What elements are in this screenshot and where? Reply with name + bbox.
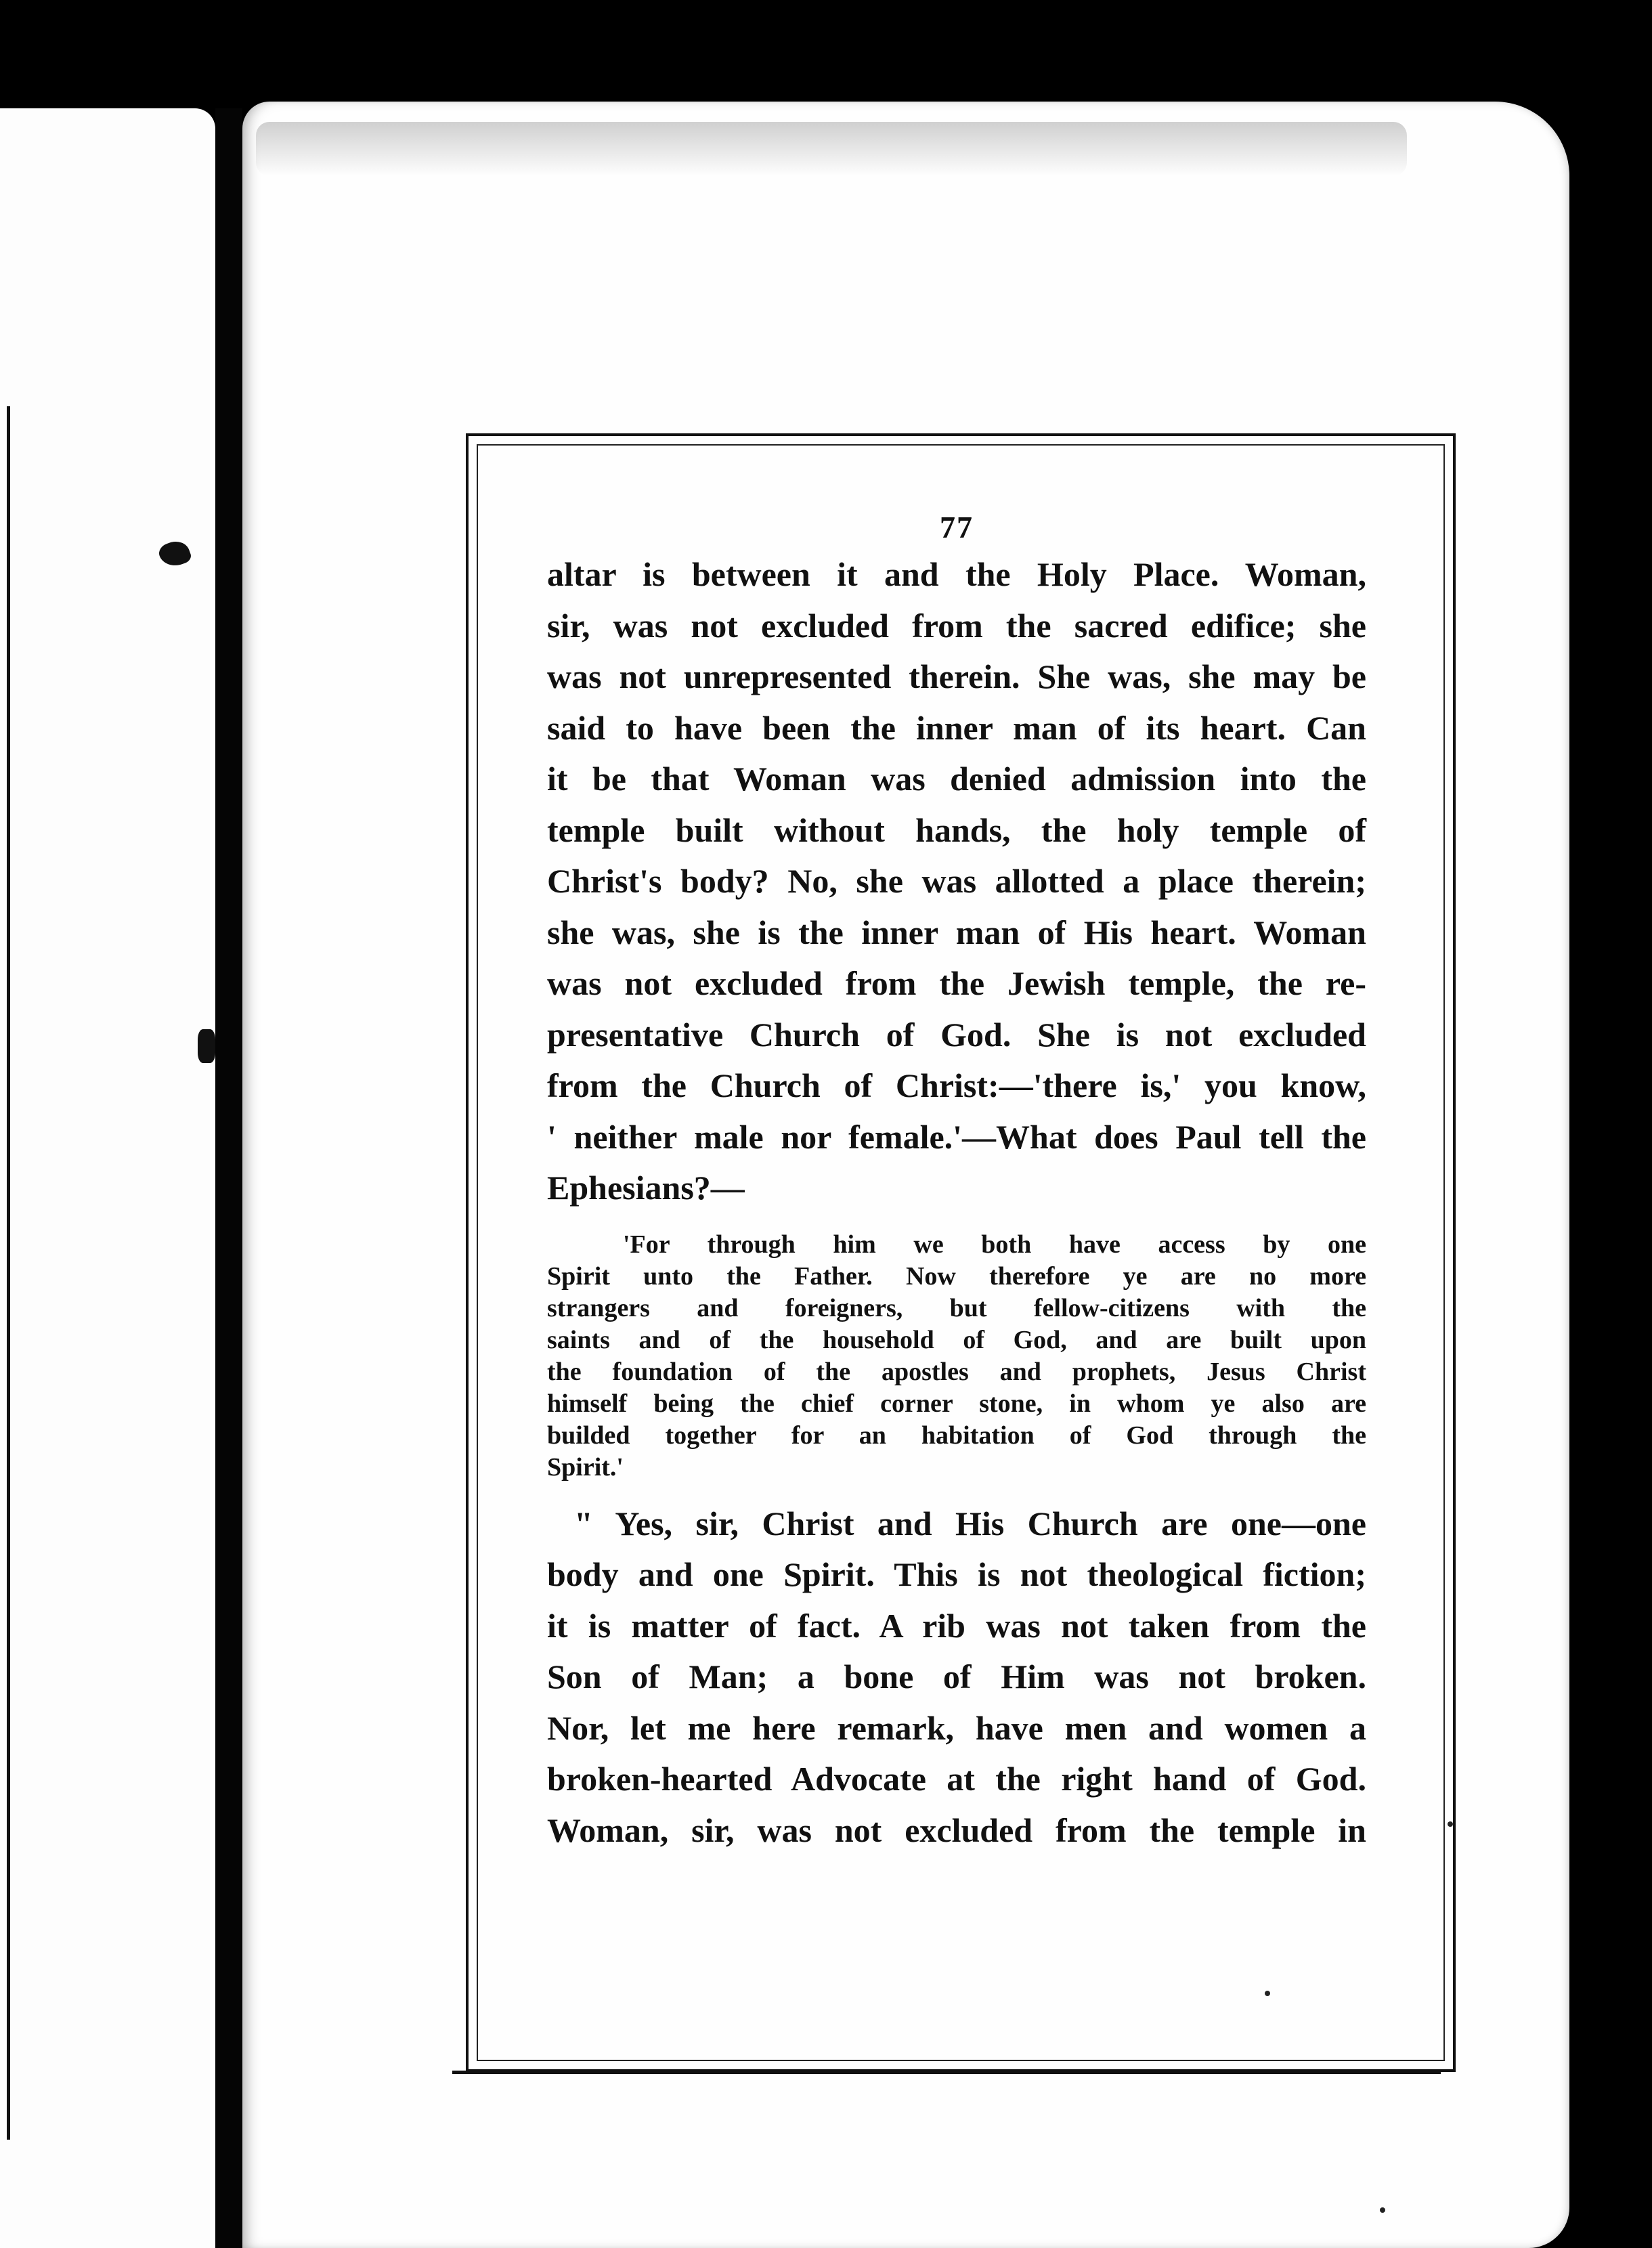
- text-line: Nor, let me here remark, have men and women a: [547, 1708, 1366, 1747]
- previous-page: [0, 108, 215, 2248]
- text-line: Ephesians?—: [547, 1169, 745, 1207]
- quote-line: Spirit unto the Father. Now therefore ye are no more: [547, 1261, 1366, 1291]
- text-line: it is matter of fact. A rib was not taken from the: [547, 1606, 1366, 1645]
- text-line: sir, was not excluded from the sacred edifice; she: [547, 606, 1366, 645]
- page-text: [547, 509, 1366, 1856]
- paragraph: [547, 1498, 1366, 1857]
- previous-page-frame-border: [0, 406, 10, 2140]
- text-line: Son of Man; a bone of Him was not broken.: [547, 1658, 1366, 1695]
- text-line: Christ's body? No, she was allotted a place therein;: [547, 862, 1366, 900]
- book-gutter: [215, 108, 242, 2248]
- text-line: she was, she is the inner man of His heart. Woman: [547, 913, 1366, 951]
- text-line: from the Church of Christ:—'there is,' you know,: [547, 1066, 1366, 1104]
- text-line: broken-hearted Advocate at the right hand of God.: [547, 1760, 1366, 1798]
- ink-blot: [198, 1029, 215, 1063]
- ink-blot: [156, 538, 193, 571]
- page-number: 77: [940, 510, 974, 544]
- quote-line: builded together for an habitation of God through the: [547, 1421, 1366, 1450]
- text-line: temple built without hands, the holy temple of: [547, 810, 1366, 849]
- quote-line: the foundation of the apostles and prophets, Jesus Christ: [547, 1357, 1366, 1386]
- text-line: Woman, sir, was not excluded from the temple in: [547, 1811, 1366, 1849]
- text-line: ' neither male nor female.'—What does Paul tell the: [547, 1117, 1366, 1156]
- quote-line: saints and of the household of God, and are built upon: [547, 1325, 1366, 1354]
- text-line: altar is between it and the Holy Place. Woman,: [547, 555, 1366, 593]
- text-line: " Yes, sir, Christ and His Church are one—one: [574, 1504, 1366, 1542]
- text-line: presentative Church of God. She is not excluded: [547, 1015, 1366, 1054]
- text-line: it be that Woman was denied admission into the: [547, 760, 1366, 798]
- text-line: was not unrepresented therein. She was, she may be: [547, 657, 1366, 695]
- paragraph: [547, 549, 1366, 1214]
- block-quotation: [547, 1229, 1366, 1484]
- speck: [1380, 2207, 1385, 2213]
- page-edge-shadow: [256, 122, 1407, 176]
- text-line: said to have been the inner man of its heart. Can: [547, 708, 1366, 747]
- text-line: was not excluded from the Jewish temple, the re-: [547, 964, 1366, 1002]
- quote-line: strangers and foreigners, but fellow-citizens with the: [547, 1293, 1366, 1322]
- quote-line: himself being the chief corner stone, in whom ye also are: [547, 1389, 1366, 1418]
- quote-line: 'For through him we both have access by one: [623, 1230, 1366, 1259]
- quote-line: Spirit.': [547, 1452, 624, 1482]
- text-line: body and one Spirit. This is not theological fiction;: [547, 1555, 1366, 1593]
- frame-bottom-rule: [452, 2071, 1441, 2074]
